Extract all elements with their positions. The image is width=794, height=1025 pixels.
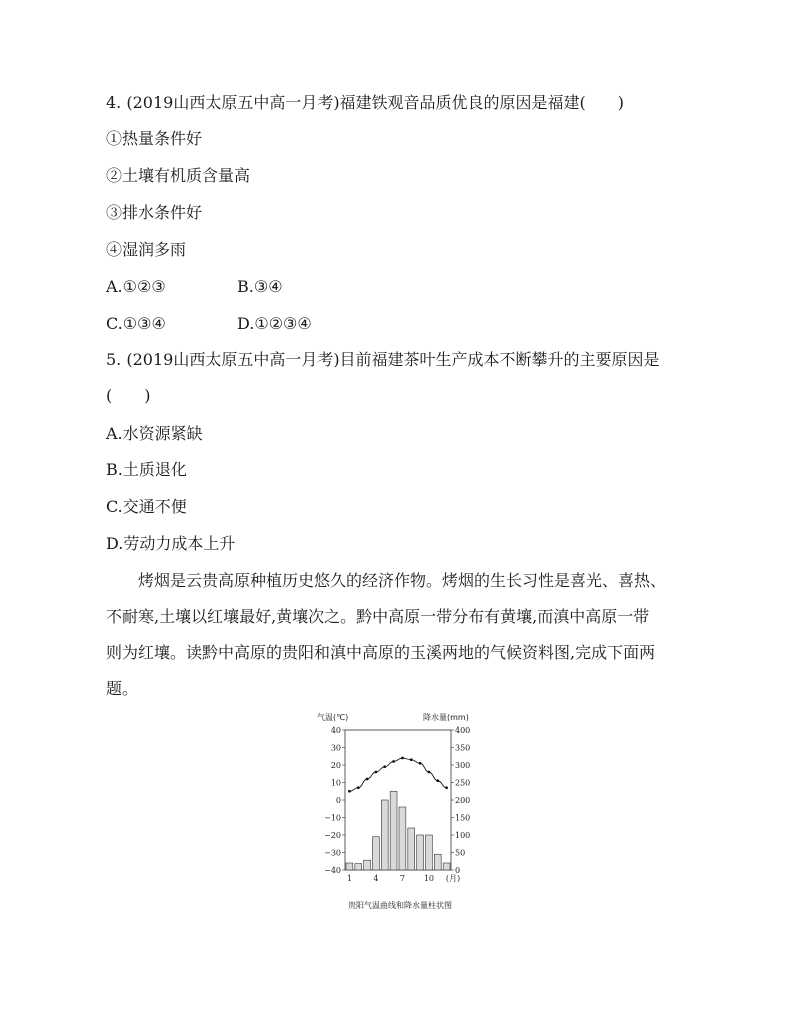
y-right-tick-label: 200 [455, 796, 471, 805]
climate-chart [315, 710, 495, 888]
q5-option-d: D.劳动力成本上升 [106, 534, 236, 553]
y-left-tick-label: −40 [324, 866, 341, 875]
x-tick-label: 4 [373, 874, 379, 883]
x-tick-label: 7 [399, 874, 405, 883]
passage-line: 烤烟是云贵高原种植历史悠久的经济作物。烤烟的生长习性是喜光、喜热、 [106, 571, 667, 590]
plot-border [345, 730, 451, 870]
y-right-tick-label: 50 [455, 848, 466, 858]
y-left-tick-label: 10 [330, 778, 341, 788]
temperature-point [428, 771, 431, 774]
chart-caption: 贵阳气温曲线和降水量柱状图 [348, 901, 452, 910]
y-left-axis-label: 气温(℃) [317, 713, 349, 722]
q4-statement-2: ②土壤有机质含量高 [106, 166, 251, 185]
y-right-tick-label: 350 [455, 743, 471, 753]
temperature-point [348, 790, 351, 793]
x-unit-label: (月) [445, 874, 461, 883]
temperature-point [392, 760, 395, 763]
y-right-tick-label: 0 [455, 866, 461, 875]
precipitation-bar [408, 828, 415, 870]
chart-frame [345, 730, 451, 870]
q4-option-d: D.①②③④ [237, 314, 312, 333]
precipitation-bar [417, 835, 424, 870]
y-right-tick-label: 150 [455, 813, 471, 823]
passage-line: 题。 [106, 679, 139, 698]
y-right-tick-label: 300 [455, 761, 471, 770]
precipitation-bar [426, 835, 433, 870]
y-left-tick-label: −10 [324, 813, 341, 823]
y-left-tick-label: 40 [330, 726, 341, 735]
temperature-point [436, 779, 439, 782]
y-right-tick-label: 250 [455, 778, 471, 788]
y-left-tick-label: −20 [324, 831, 341, 840]
precipitation-bar [390, 791, 397, 870]
precipitation-bar [346, 863, 353, 870]
y-left-tick-label: 0 [335, 796, 341, 805]
y-right-axis-label: 降水量(mm) [423, 713, 469, 722]
q5-option-a: A.水资源紧缺 [106, 424, 203, 443]
q5-option-b: B.土质退化 [106, 460, 187, 479]
precipitation-bars [346, 791, 450, 870]
temperature-point [366, 778, 369, 781]
precipitation-bar [443, 863, 450, 870]
y-left-tick-label: 20 [330, 761, 341, 770]
temperature-point [410, 758, 413, 761]
y-left-tick-label: −30 [324, 848, 341, 858]
y-left-tick-label: 30 [330, 743, 341, 753]
passage-line: 不耐寒,土壤以红壤最好,黄壤次之。黔中高原一带分布有黄壤,而滇中高原一带 [106, 607, 650, 626]
temperature-point [419, 762, 422, 765]
precipitation-bar [381, 800, 388, 870]
passage-line: 则为红壤。读黔中高原的贵阳和滇中高原的玉溪两地的气候资料图,完成下面两 [106, 643, 656, 662]
q4-statement-4: ④湿润多雨 [106, 240, 187, 259]
temperature-point [357, 786, 360, 789]
question-5-stem-line1: 5. (2019山西太原五中高一月考)目前福建茶叶生产成本不断攀升的主要原因是 [106, 350, 660, 369]
y-right-tick-label: 100 [455, 831, 471, 840]
temperature-line [349, 758, 446, 791]
q4-option-b: B.③④ [237, 277, 283, 296]
temperature-point [383, 765, 386, 768]
precipitation-bar [373, 837, 380, 870]
q4-option-c: C.①③④ [106, 314, 166, 333]
x-tick-label: 10 [423, 874, 435, 883]
precipitation-bar [364, 860, 371, 870]
question-4-stem: 4. (2019山西太原五中高一月考)福建铁观音品质优良的原因是福建( ) [106, 93, 625, 112]
temperature-point [401, 757, 404, 760]
q4-option-a: A.①②③ [106, 277, 166, 296]
temperature-curve [348, 757, 448, 793]
y-right-tick-label: 400 [455, 726, 471, 735]
x-tick-label: 1 [346, 874, 352, 883]
precipitation-bar [434, 854, 441, 870]
q5-option-c: C.交通不便 [106, 497, 187, 516]
q4-statement-1: ①热量条件好 [106, 129, 203, 148]
q4-statement-3: ③排水条件好 [106, 203, 203, 222]
temperature-point [445, 786, 448, 789]
precipitation-bar [399, 807, 406, 870]
precipitation-bar [355, 864, 362, 870]
question-5-stem-line2: ( ) [106, 386, 151, 405]
temperature-point [375, 771, 378, 774]
